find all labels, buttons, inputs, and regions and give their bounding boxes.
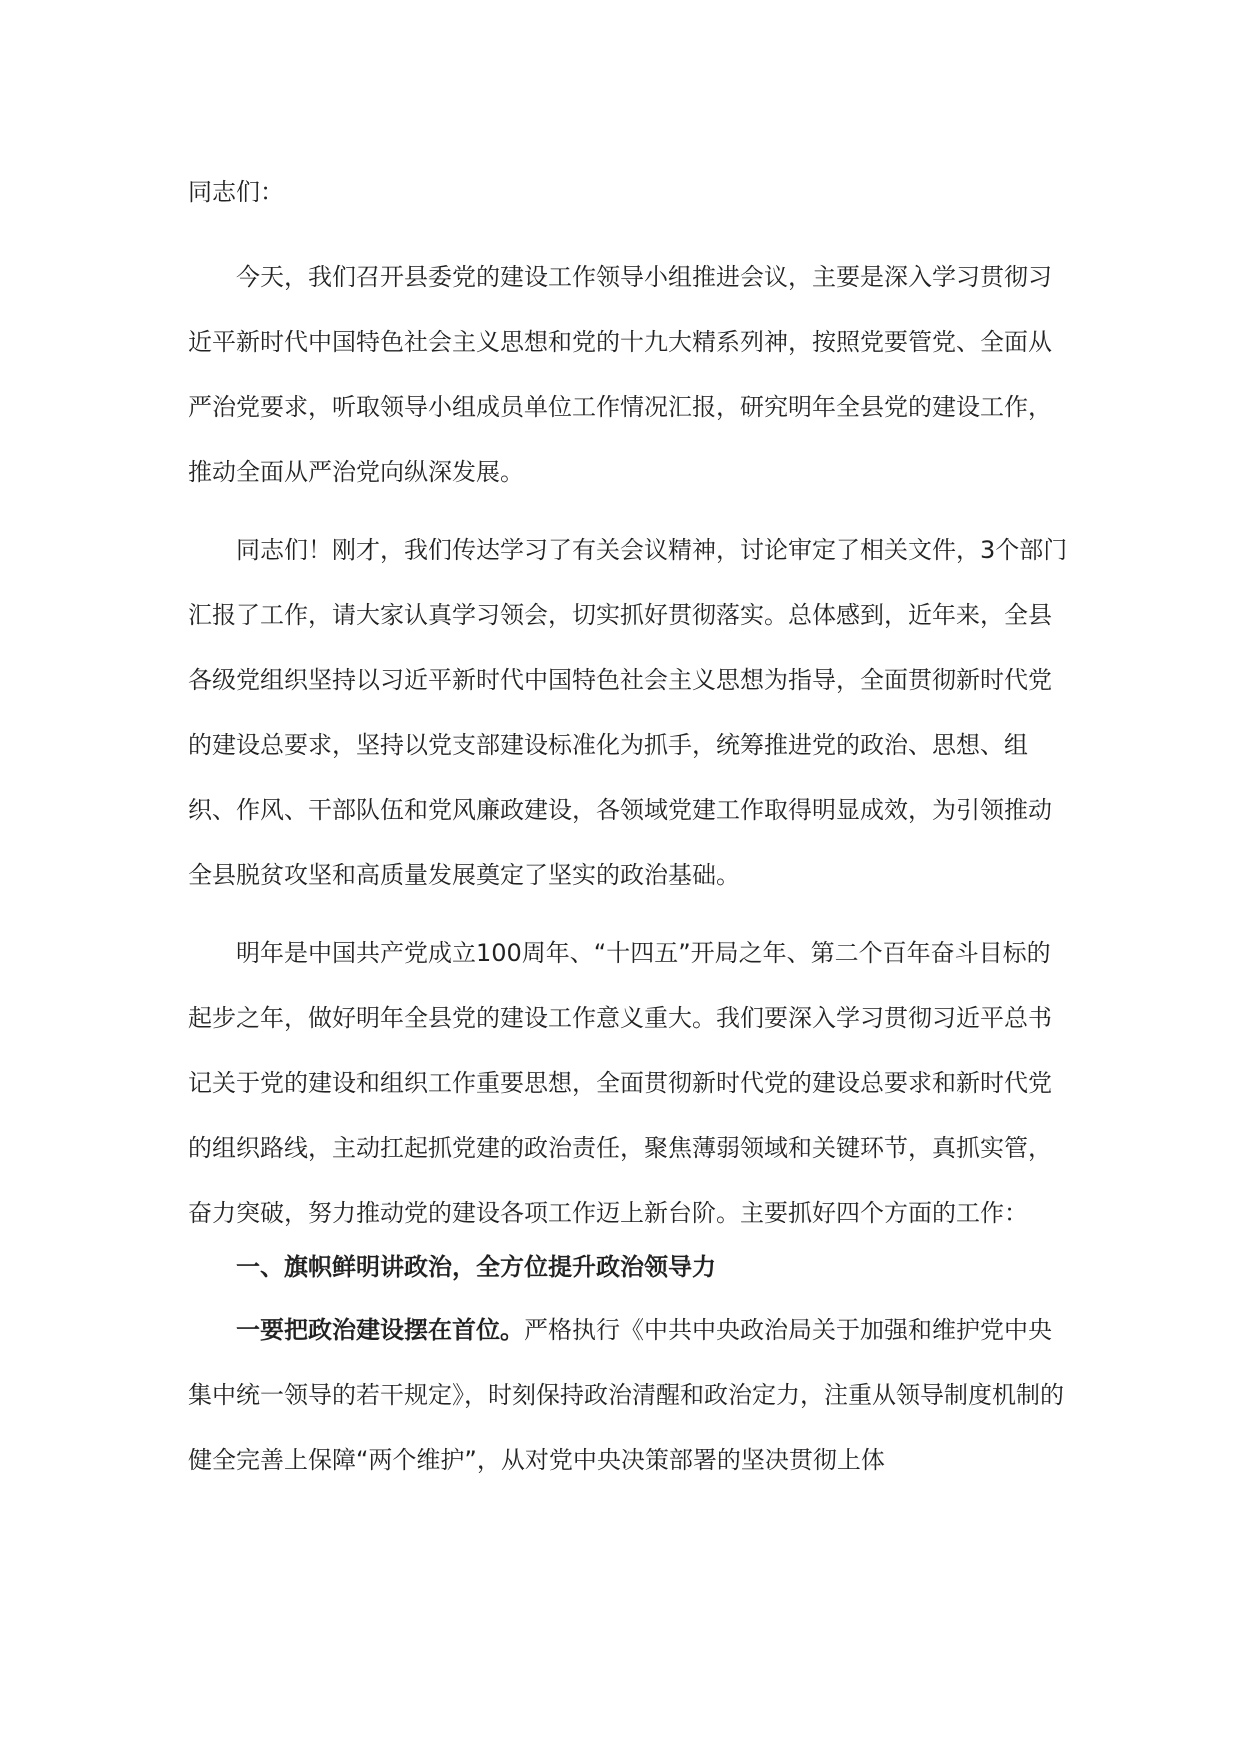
paragraph-spacer: [188, 505, 1068, 518]
paragraph-body: 严格执行《中共中央政治局关于加强和维护党中央集中统一领导的若干规定》，时刻保持政治清醒和政治定力，注重从领导制度机制的健全完善上保障“两个维护”，从对党中央决策部署的坚决贯彻上体: [188, 1316, 1064, 1474]
paragraph-intro: 今天，我们召开县委党的建设工作领导小组推进会议，主要是深入学习贯彻习近平新时代中国特色社会主义思想和党的十九大精系列神，按照党要管党、全面从严治党要求，听取领导小组成员单位工作情况汇报，研究明年全县党的建设工作，推动全面从严治党向纵深发展。: [188, 263, 1052, 486]
paragraph-next-year: 明年是中国共产党成立100周年、“十四五”开局之年、第二个百年奋斗目标的起步之年，做好明年全县党的建设工作意义重大。我们要深入学习贯彻习近平总书记关于党的建设和组织工作重要思想，全面贯彻新时代党的建设总要求和新时代党的组织路线，主动扛起抓党建的政治责任，聚焦薄弱领域和关键环节，真抓实管，奋力突破，努力推动党的建设各项工作迈上新台阶。主要抓好四个方面的工作：: [188, 939, 1052, 1227]
salutation: 同志们：: [188, 178, 284, 206]
paragraph-summary: 同志们！刚才，我们传达学习了有关会议精神，讨论审定了相关文件，3个部门汇报了工作，请大家认真学习领会，切实抓好贯彻落实。总体感到，近年来，全县各级党组织坚持以习近平新时代中国特色社会主义思想为指导，全面贯彻新时代党的建设总要求，坚持以党支部建设标准化为抓手，统筹推进党的政治、思想、组织、作风、干部队伍和党风廉政建设，各领域党建工作取得明显成效，为引领推动全县脱贫攻坚和高质量发展奠定了坚实的政治基础。: [188, 536, 1068, 889]
paragraph-political-building: [188, 1298, 1068, 1493]
paragraph-lead: 一要把政治建设摆在首位。: [236, 1316, 524, 1344]
paragraph-spacer: [188, 908, 1068, 921]
document-body: [188, 160, 1068, 1493]
section-heading-1: 一、旗帜鲜明讲政治，全方位提升政治领导力: [236, 1253, 716, 1281]
paragraph-spacer: [188, 225, 1068, 245]
